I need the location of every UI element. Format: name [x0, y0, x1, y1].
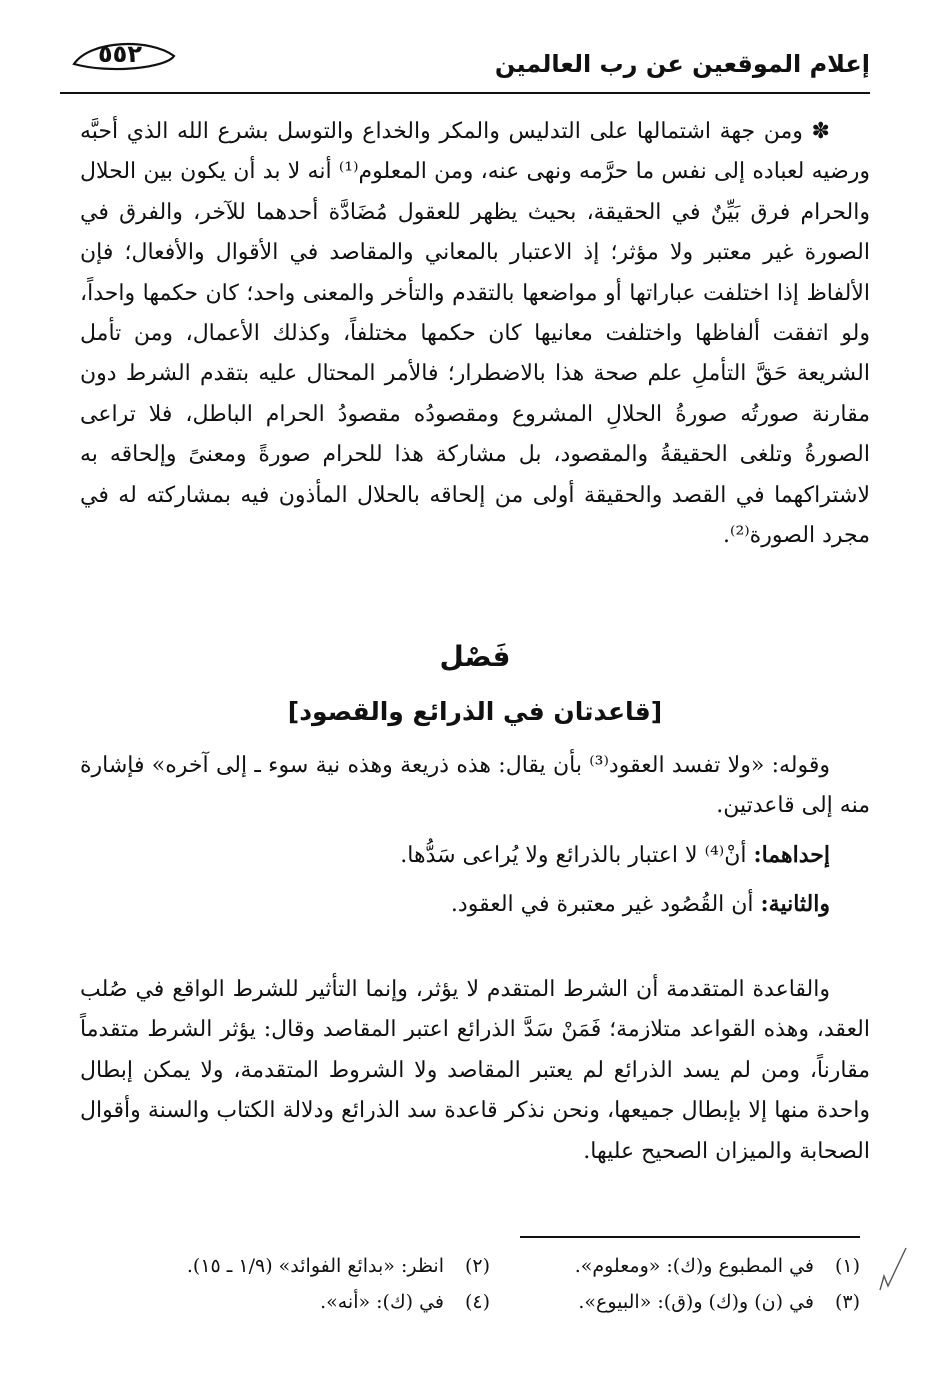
page-number-badge	[70, 34, 170, 76]
third-paragraph-block	[80, 970, 870, 1172]
footnote-3-text: في (ن) و(ك) و(ق): «البيوع».	[578, 1291, 814, 1313]
footnote-4	[120, 1284, 490, 1320]
book-title: إعلام الموقعين عن رب العالمين	[494, 50, 870, 78]
rule-one-label: إحداهما:	[753, 841, 830, 868]
footnotes	[120, 1248, 860, 1320]
rule-two	[80, 884, 830, 925]
rule-two-text: أن القُصُود غير معتبرة في العقود.	[450, 892, 754, 918]
running-header	[60, 34, 870, 104]
footnote-1	[490, 1248, 860, 1284]
rule-one-text: أنْ⁽⁴⁾ لا اعتبار بالذرائع ولا يُراعى سَدُّها.	[400, 842, 747, 868]
footnote-2-mark: (٢)	[464, 1255, 490, 1277]
section-heading: فَصْل	[439, 640, 511, 673]
footnote-2	[120, 1248, 490, 1284]
footnote-row	[120, 1248, 860, 1284]
footnote-1-mark: (١)	[834, 1255, 860, 1277]
second-paragraph: وقوله: «ولا تفسد العقود⁽³⁾ بأن يقال: هذه ذريعة وهذه نية سوء ـ إلى آخره» فإشارة منه إلى قاعدتين.	[80, 753, 870, 819]
section-subheading: [قاعدتان في الذرائع والقصود]	[287, 697, 663, 726]
third-paragraph: والقاعدة المتقدمة أن الشرط المتقدم لا يؤثر، وإنما التأثير للشرط الواقع في صُلب العقد، وهذه القواعد متلازمة؛ فَمَنْ سَدَّ الذرائع اعتبر المقاصد وقال: يؤثر الشرط متقدماً مقارناً، ومن لم يسد الذرائع لم يعتبر المقاصد ولا الشروط المتقدمة، ولا يمكن إبطال واحدة منها إلا بإبطال جميعها، ونحن نذكر قاعدة سد الذرائع ودلالة الكتاب والسنة وأقوال الصحابة والميزان الصحيح عليها.	[80, 977, 870, 1164]
footnote-3	[490, 1284, 860, 1320]
first-paragraph-block	[80, 112, 870, 556]
second-paragraph-block	[80, 746, 870, 926]
footnote-1-text: في المطبوع و(ك): «ومعلوم».	[574, 1255, 814, 1277]
footnote-row	[120, 1284, 860, 1320]
page-number: ٥٥٢	[98, 40, 142, 68]
rule-two-label: والثانية:	[760, 891, 830, 918]
first-paragraph: ✽ ومن جهة اشتمالها على التدليس والمكر والخداع والتوسل بشرع الله الذي أحبَّه ورضيه لعباده إلى نفس ما حرَّمه ونهى عنه، ومن المعلوم⁽¹⁾ أنه لا بد أن يكون بين الحلال والحرام فرق بَيِّنٌ في الحقيقة، بحيث يظهر للعقول مُضَادَّة أحدهما للآخر، والفرق في الصورة غير معتبر ولا مؤثر؛ إذ الاعتبار بالمعاني والمقاصد في الأقوال والأفعال؛ فإن الألفاظ إذا اختلفت عباراتها أو مواضعها بالتقدم والتأخر والمعنى واحد؛ كان حكمها واحداً، ولو اتفقت ألفاظها واختلفت معانيها كان حكمها مختلفاً، وكذلك الأعمال، ومن تأمل الشريعة حَقَّ التأملِ علم صحة هذا بالاضطرار؛ فالأمر المحتال عليه بتقدم الشرط دون مقارنة صورتُه صورةُ الحلالِ المشروع ومقصودُه مقصودُ الحرام الباطل، فلا تراعى الصورةُ وتلغى الحقيقةُ والمقصود، بل مشاركة هذا للحرام صورةً ومعنىً وإلحاقه به لاشتراكهما في القصد والحقيقة أولى من إلحاقه بالحلال المأذون فيه بمشاركته له في مجرد الصورة⁽²⁾.	[80, 119, 870, 549]
footnote-4-mark: (٤)	[464, 1291, 490, 1313]
rule-one	[80, 835, 830, 876]
footnote-2-text: انظر: «بدائع الفوائد» (١/٩ ـ ١٥).	[186, 1255, 444, 1277]
footnote-rule	[520, 1236, 860, 1238]
footnote-3-mark: (٣)	[834, 1291, 860, 1313]
pencil-margin-mark	[874, 1240, 914, 1300]
footnote-4-text: في (ك): «أنه».	[320, 1291, 444, 1313]
header-rule	[60, 92, 870, 94]
